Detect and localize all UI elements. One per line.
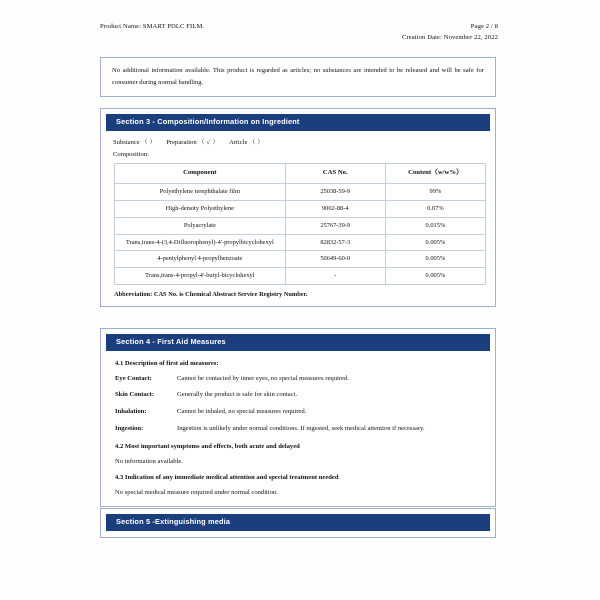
column-header-component: Component (115, 164, 286, 183)
header-row-top (100, 22, 498, 32)
composition-table (114, 163, 486, 285)
first-aid-label: Inhalation: (115, 408, 147, 416)
intro-note-box (100, 57, 496, 97)
product-name-line (100, 22, 204, 32)
column-header-cas: CAS No. (285, 164, 385, 183)
table-row (115, 200, 486, 217)
table-row (115, 183, 486, 200)
cell-cas: 25767-39-9 (285, 217, 385, 234)
article-label: Article (229, 138, 248, 146)
abbreviation-note: Abbreviation: CAS No. is Chemical Abstract Service Registry Number. (114, 291, 308, 299)
first-aid-text: Ingestion is unlikely under normal conditions. If ingested, seek medical attention if necessary. (177, 425, 425, 433)
page-number: Page 2 / 8 (470, 23, 498, 30)
section-4-title: Section 4 - First Aid Measures (106, 334, 490, 351)
cell-cas: - (285, 268, 385, 285)
creation-date: Creation Date: November 22, 2022 (401, 34, 498, 42)
section-5-title: Section 5 -Extinguishing media (106, 514, 490, 531)
first-aid-row-ingestion (115, 424, 481, 434)
table-row (115, 268, 486, 285)
cell-component: Polyacrylate (115, 217, 286, 234)
cell-content: 0.005% (385, 234, 485, 251)
heading-4-3: 4.3 Indication of any immediate medical attention and special treatment needed (115, 474, 339, 482)
cell-cas: 50649-60-0 (285, 251, 385, 268)
text-4-3: No special medical measure required under normal condition. (115, 489, 278, 497)
section-3-body (101, 137, 495, 299)
cell-component: 4-pentylphenyl 4-propylbenzoate (115, 251, 286, 268)
cell-cas: 25038-59-9 (285, 183, 385, 200)
column-header-content: Content（w/w%） (385, 164, 485, 183)
text-4-2: No information available. (115, 458, 183, 466)
cell-content: 0.005% (385, 268, 485, 285)
heading-4-2: 4.2 Most important symptoms and effects, both acute and delayed (115, 443, 300, 451)
cell-component: Polyethylene terephthalate film (115, 183, 286, 200)
first-aid-label: Ingestion: (115, 425, 144, 433)
cell-content: 0.005% (385, 251, 485, 268)
heading-4-1: 4.1 Description of first aid measures: (115, 359, 219, 367)
substance-label: Substance (113, 138, 140, 146)
first-aid-label: Eye Contact: (115, 374, 152, 382)
cell-content: 0.07% (385, 200, 485, 217)
first-aid-text: Generally the product is safe for skin contact. (177, 391, 298, 399)
first-aid-row-inhalation (115, 407, 481, 417)
cell-component: Trans,trans-4-propyl-4'-butyl-bicyclohexyl (115, 268, 286, 285)
first-aid-row-eye-contact (115, 374, 481, 384)
first-aid-text: Cannot be contacted by inner eyes, no special measures required. (177, 374, 349, 382)
section-3-title: Section 3 - Composition/Information on Ingredient (106, 114, 490, 131)
cell-content: 0.015% (385, 217, 485, 234)
preparation-label: Preparation (166, 138, 197, 146)
cell-content: 99% (385, 183, 485, 200)
section-4-body (101, 360, 495, 497)
intro-note-text: No additional information available. This product is regarded as articles; no substances are intended to be released and will be safe for consumer during normal handling. (112, 67, 484, 86)
section-5-box (100, 508, 496, 538)
preparation-checkbox[interactable]: （ ✓ ） (198, 138, 219, 146)
first-aid-label: Skin Contact: (115, 391, 155, 399)
cell-cas: 9002-88-4 (285, 200, 385, 217)
substance-type-line (113, 137, 483, 149)
header-row-bottom (100, 32, 498, 43)
document-running-header (100, 22, 498, 43)
section-3-box (100, 108, 496, 307)
product-name-label: Product Name: (100, 23, 142, 30)
table-header-row (115, 164, 486, 183)
cell-component: High-density Polyethylene (115, 200, 286, 217)
composition-label: Composition: (113, 151, 149, 159)
table-row (115, 251, 486, 268)
first-aid-row-skin-contact (115, 390, 481, 400)
product-name-value: SMART PDLC FILM. (142, 23, 205, 30)
section-4-box (100, 328, 496, 507)
first-aid-text: Cannot be inhaled, no special measures required. (177, 408, 307, 416)
article-checkbox[interactable]: （ ） (249, 138, 264, 146)
substance-checkbox[interactable]: （ ） (141, 138, 156, 146)
cell-component: Trans,trans-4-(3,4-Difluorophenyl)-4'-propylbicyclohexyl (115, 234, 286, 251)
table-row (115, 234, 486, 251)
table-row (115, 217, 486, 234)
cell-cas: 82832-57-3 (285, 234, 385, 251)
